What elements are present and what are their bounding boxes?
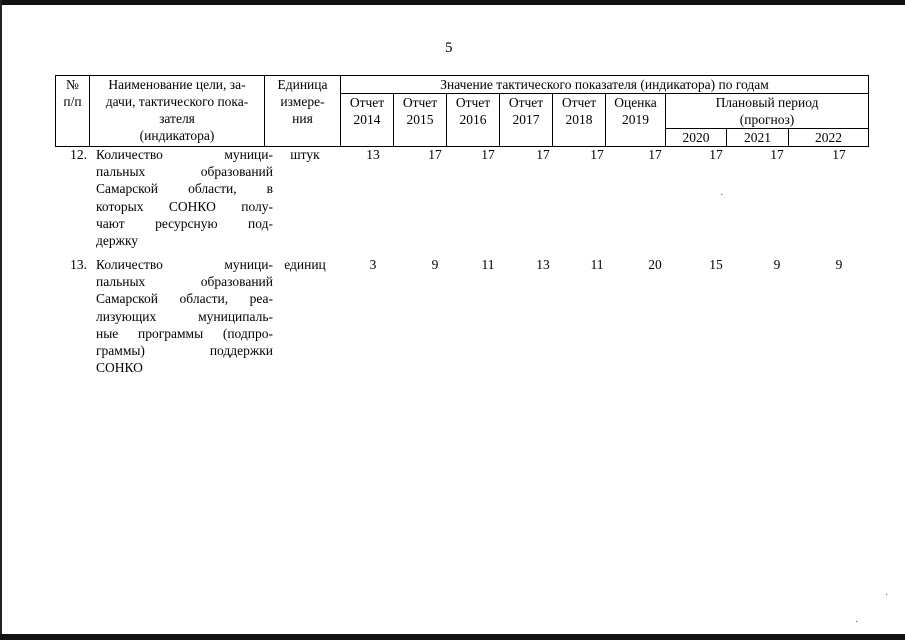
indicator-table-header <box>55 75 869 147</box>
header-year-type: Отчет <box>349 95 385 110</box>
name-line: Самарской области, в <box>96 181 273 197</box>
header-plan-line: Плановый период <box>715 95 819 110</box>
scan-speck: · <box>855 617 859 628</box>
row-value: 9 <box>835 257 843 272</box>
name-line: держку <box>96 233 139 249</box>
header-year-2019 <box>606 94 666 147</box>
header-name-line: (индикатора) <box>139 128 215 143</box>
page-number: 5 <box>445 40 453 56</box>
header-number-cell <box>56 76 90 147</box>
header-plan-line: (прогноз) <box>739 112 795 127</box>
header-year-value: 2019 <box>622 112 649 127</box>
header-unit-line: измере- <box>280 94 325 109</box>
header-year-2018 <box>553 94 606 147</box>
name-line: граммы) поддержки <box>96 343 273 359</box>
scan-speck: · <box>885 590 889 601</box>
header-year-value: 2017 <box>512 112 540 127</box>
header-year-2015 <box>394 94 447 147</box>
row-value: 15 <box>709 257 723 272</box>
header-unit-line: Единица <box>277 77 328 92</box>
header-unit-line: ния <box>292 111 313 126</box>
name-line: пальных образований <box>96 164 273 180</box>
header-name-cell <box>90 76 265 147</box>
row-value: 17 <box>709 147 723 162</box>
header-group-title: Значение тактического показателя (индикатора) по годам <box>341 76 869 94</box>
row-number: 12. <box>70 147 87 162</box>
header-year-type: Отчет <box>455 95 491 110</box>
header-unit-cell <box>265 76 341 147</box>
header-year-type: Отчет <box>508 95 544 110</box>
row-value: 13 <box>536 257 550 272</box>
row-value: 9 <box>431 257 439 272</box>
name-line: СОНКО <box>96 360 143 376</box>
header-year-type: Отчет <box>561 95 597 110</box>
name-line: чают ресурсную под- <box>96 215 273 231</box>
header-year-value: 2018 <box>565 112 593 127</box>
row-value: 3 <box>369 257 377 272</box>
header-name-line: дачи, тактического пока- <box>105 94 249 109</box>
row-value: 13 <box>366 147 380 162</box>
row-value: 17 <box>648 147 662 162</box>
name-line: Количество муници- <box>96 257 273 272</box>
header-name-line: зателя <box>159 111 195 126</box>
row-value: 17 <box>590 147 604 162</box>
scan-bottom-border <box>0 634 905 640</box>
header-plan-year: 2022 <box>789 129 869 147</box>
name-line: Самарской области, реа- <box>96 291 273 307</box>
row-value: 17 <box>770 147 784 162</box>
scan-speck: · <box>720 190 724 201</box>
row-indicator-name <box>96 256 273 376</box>
row-unit: штук <box>290 147 320 162</box>
name-line: Количество муници- <box>96 147 273 162</box>
name-line: лизующих муниципаль- <box>96 308 273 324</box>
header-plan-year: 2021 <box>727 129 789 147</box>
row-value: 11 <box>590 257 604 272</box>
header-year-value: 2015 <box>406 112 434 127</box>
header-year-value: 2016 <box>459 112 487 127</box>
name-line: которых СОНКО полу- <box>96 198 273 214</box>
scan-left-edge <box>0 0 2 640</box>
header-number-line: № <box>66 77 79 92</box>
header-plan-title <box>666 94 869 129</box>
row-value: 17 <box>428 147 442 162</box>
row-value: 17 <box>832 147 846 162</box>
name-line: пальных образований <box>96 274 273 290</box>
row-unit: единиц <box>284 257 326 272</box>
header-year-2017 <box>500 94 553 147</box>
row-number: 13. <box>70 257 87 272</box>
header-number-line: п/п <box>63 94 82 109</box>
name-line: ные программы (подпро- <box>96 325 273 341</box>
header-year-2014 <box>341 94 394 147</box>
row-value: 20 <box>648 257 662 272</box>
header-year-value: 2014 <box>353 112 381 127</box>
header-name-line: Наименование цели, за- <box>108 77 246 92</box>
row-value: 11 <box>481 257 495 272</box>
scan-top-border <box>0 0 905 5</box>
header-year-type: Оценка <box>614 95 657 110</box>
header-year-2016 <box>447 94 500 147</box>
header-plan-year: 2020 <box>666 129 727 147</box>
row-value: 9 <box>773 257 781 272</box>
header-year-type: Отчет <box>402 95 438 110</box>
row-indicator-name <box>96 146 273 249</box>
row-value: 17 <box>536 147 550 162</box>
row-value: 17 <box>481 147 495 162</box>
